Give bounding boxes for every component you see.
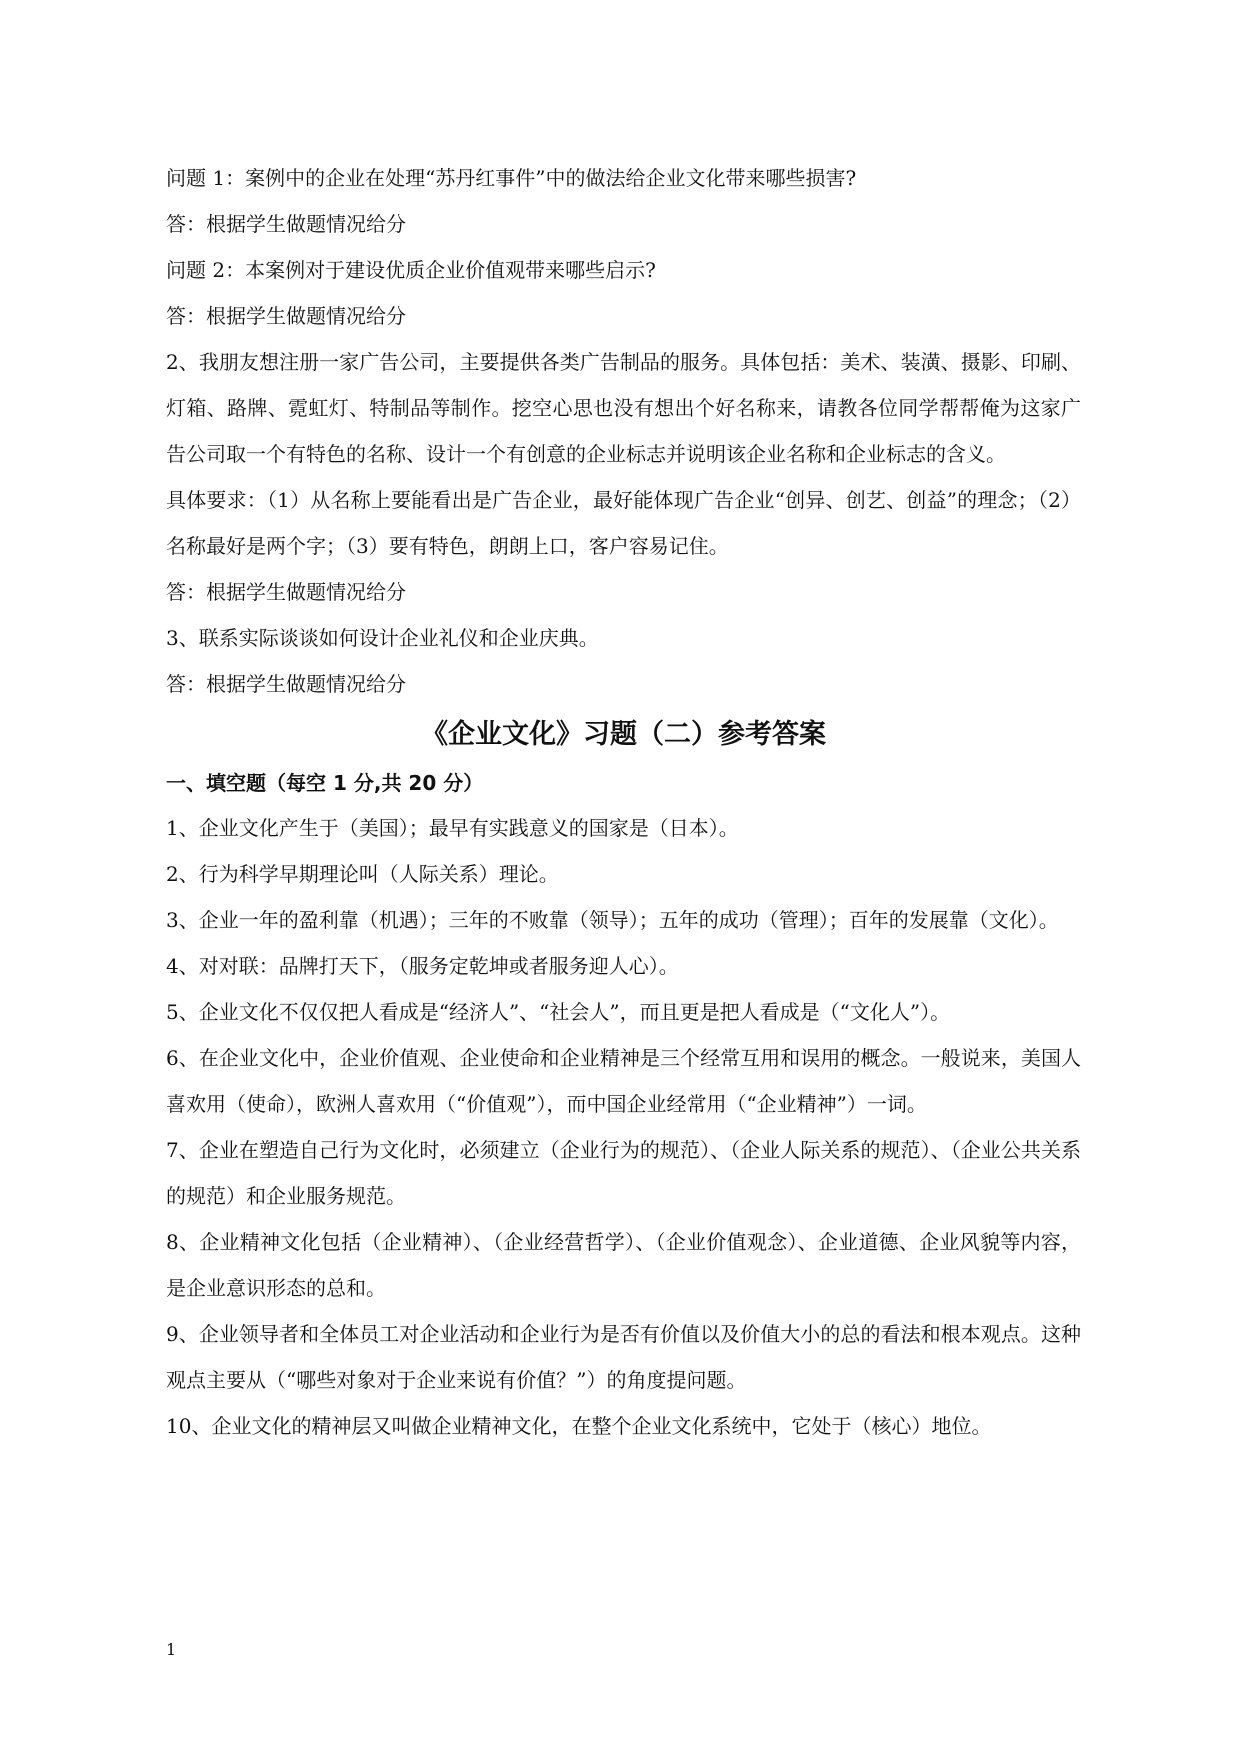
page-content <box>166 155 1081 1449</box>
answer-3: 答：根据学生做题情况给分 <box>166 580 406 604</box>
case-question-3: 3、联系实际谈谈如何设计企业礼仪和企业庆典。 <box>166 626 599 650</box>
question-1: 问题 1：案例中的企业在处理“苏丹红事件”中的做法给企业文化带来哪些损害? <box>166 166 857 190</box>
fill-blank-item-2: 2、行为科学早期理论叫（人际关系）理论。 <box>166 862 559 886</box>
fill-blank-item-4: 4、对对联：品牌打天下，（服务定乾坤或者服务迎人心）。 <box>166 954 679 978</box>
section-heading-fill-blank: 一、填空题（每空 1 分,共 20 分） <box>166 771 484 795</box>
fill-blank-item-7: 7、企业在塑造自己行为文化时，必须建立（企业行为的规范）、（企业人际关系的规范）、（企业公共关系的规范）和企业服务规范。 <box>166 1138 1081 1208</box>
answer-4: 答：根据学生做题情况给分 <box>166 672 406 696</box>
fill-blank-item-9: 9、企业领导者和全体员工对企业活动和企业行为是否有价值以及价值大小的总的看法和根本观点。这种观点主要从（“哪些对象对于企业来说有价值？”）的角度提问题。 <box>166 1322 1081 1392</box>
document-title: 《企业文化》习题（二）参考答案 <box>421 719 826 750</box>
fill-blank-item-10: 10、企业文化的精神层又叫做企业精神文化，在整个企业文化系统中，它处于（核心）地位。 <box>166 1414 992 1438</box>
fill-blank-item-5: 5、企业文化不仅仅把人看成是“经济人”、“社会人”，而且更是把人看成是（“文化人”）。 <box>166 1000 951 1024</box>
fill-blank-item-6: 6、在企业文化中，企业价值观、企业使命和企业精神是三个经常互用和误用的概念。一般说来，美国人喜欢用（使命），欧洲人喜欢用（“价值观”），而中国企业经常用（“企业精神”）一词。 <box>166 1046 1081 1116</box>
page-number: 1 <box>166 1640 177 1659</box>
answer-1: 答：根据学生做题情况给分 <box>166 212 406 236</box>
case-question-2: 2、我朋友想注册一家广告公司，主要提供各类广告制品的服务。具体包括：美术、装潢、摄影、印刷、灯箱、路牌、霓虹灯、特制品等制作。挖空心思也没有想出个好名称来，请教各位同学帮帮俺为这家广告公司取一个有特色的名称、设计一个有创意的企业标志并说明该企业名称和企业标志的含义。 <box>166 350 1081 466</box>
question-2: 问题 2：本案例对于建设优质企业价值观带来哪些启示? <box>166 258 656 282</box>
fill-blank-item-1: 1、企业文化产生于（美国）；最早有实践意义的国家是（日本）。 <box>166 816 739 840</box>
specific-requirements: 具体要求：（1）从名称上要能看出是广告企业，最好能体现广告企业“创异、创艺、创益”的理念；（2）名称最好是两个字；（3）要有特色，朗朗上口，客户容易记住。 <box>166 488 1081 558</box>
answer-2: 答：根据学生做题情况给分 <box>166 304 406 328</box>
fill-blank-item-3: 3、企业一年的盈利靠（机遇）；三年的不败靠（领导）；五年的成功（管理）；百年的发展靠（文化）。 <box>166 908 1059 932</box>
fill-blank-item-8: 8、企业精神文化包括（企业精神）、（企业经营哲学）、（企业价值观念）、企业道德、企业风貌等内容，是企业意识形态的总和。 <box>166 1230 1081 1300</box>
